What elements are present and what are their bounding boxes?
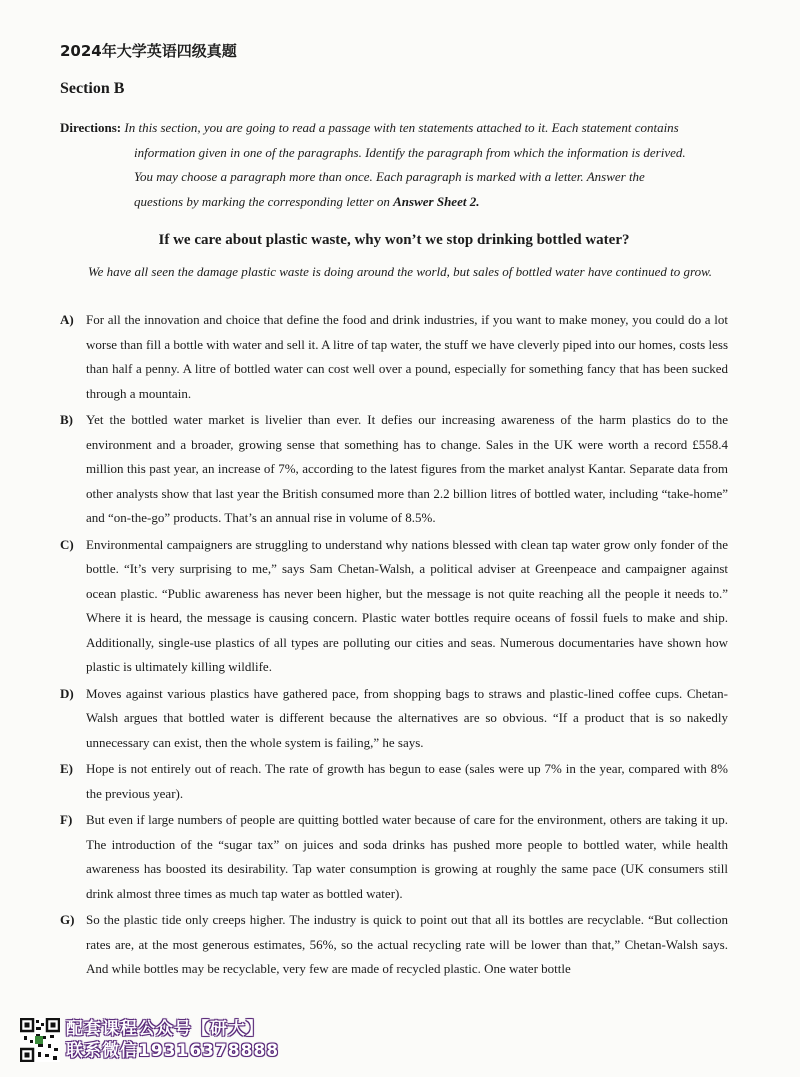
promo-line-2: 联系微信19316378888 — [66, 1041, 280, 1061]
paragraph-letter: G) — [60, 912, 75, 927]
paragraph-d — [60, 682, 728, 756]
paragraph-letter: F) — [60, 812, 73, 827]
directions-block — [60, 116, 728, 214]
paragraph-list — [60, 308, 728, 984]
paragraph-a — [60, 308, 728, 406]
directions-label: Directions: — [60, 120, 122, 135]
directions-line-4: questions by marking the corresponding letter on — [134, 193, 390, 209]
paragraph-text: So the plastic tide only creeps higher. The industry is quick to point out that all its bottles are recyclable. “But collection rates are, at the most generous estimates, 56%, so the actual recycling rate will be lower than that,” Chetan-Walsh says. And while bottles may be recyclable, very few are made of recycled plastic. One water bottle — [86, 912, 728, 976]
promo-footer — [20, 1018, 279, 1062]
paragraph-b — [60, 408, 728, 531]
directions-line-2: information given in one of the paragraphs. Identify the paragraph from which the information is derived. — [134, 144, 686, 160]
qr-code-icon — [20, 1018, 60, 1062]
paragraph-f — [60, 808, 728, 906]
paragraph-e — [60, 757, 728, 806]
paragraph-letter: B) — [60, 412, 73, 427]
paragraph-c — [60, 533, 728, 680]
paragraph-text: Yet the bottled water market is livelier than ever. It defies our increasing awareness of the harm plastics do to the environment and a broader, growing sense that something has to change. Sales in the UK were worth a record £558.4 million this past year, an increase of 7%, according to the latest figures from the market analyst Kantar. Separate data from other analysts show that last year the British consumed more than 2.2 billion litres of bottled water, including “take-home” and “on-the-go” products. That’s an annual rise in volume of 8.5%. — [86, 412, 728, 525]
answer-sheet-ref: Answer Sheet 2. — [393, 193, 480, 209]
section-heading: Section B — [60, 80, 125, 97]
paragraph-text: For all the innovation and choice that define the food and drink industries, if you want to make money, you could do a lot worse than fill a bottle with water and sell it. A litre of tap water, the stuff we have cleverly piped into our homes, costs less than half a penny. A litre of bottled water can cost well over a pound, especially for something fancy that has been sucked through a mountain. — [86, 312, 728, 401]
paragraph-text: But even if large numbers of people are quitting bottled water because of care for the environment, others are taking it up. The introduction of the “sugar tax” on juices and soda drinks has pushed more people to bottled water, while health awareness has boosted its desirability. Tap water consumption is growing at roughly the same pace (UK consumers still drink almost three times as much tap water as bottled water). — [86, 812, 728, 901]
paragraph-g — [60, 908, 728, 982]
directions-line-1: In this section, you are going to read a passage with ten statements attached to it. Each statement contains — [124, 120, 679, 135]
paragraph-text: Environmental campaigners are struggling to understand why nations blessed with clean tap water grow only fonder of the bottle. “It’s very surprising to me,” says Sam Chetan-Walsh, a political adviser at Greenpeace and campaigner against ocean plastic. “Public awareness has never been higher, but the message is not quite reaching all the people it needs to.” Where it is heard, the message is causing concern. Plastic water bottles require oceans of fossil fuels to make and ship. Additionally, single-use plastics of all types are polluting our cities and seas. Numerous documentaries have shown how plastic is ultimately killing wildlife. — [86, 536, 728, 674]
paragraph-letter: A) — [60, 312, 74, 327]
paragraph-text: Moves against various plastics have gathered pace, from shopping bags to straws and plastic-lined coffee cups. Chetan-Walsh argues that bottled water is different because the alternatives are so obvious. “If a product that is so nakedly unnecessary can exist, then the whole system is failing,” he says. — [86, 685, 728, 750]
paragraph-letter: C) — [60, 536, 74, 552]
promo-line-1: 配套课程公众号【研大】 — [66, 1019, 264, 1039]
passage-title: If we care about plastic waste, why won’t we stop drinking bottled water? — [158, 232, 630, 248]
paragraph-letter: E) — [60, 761, 73, 776]
paragraph-text: Hope is not entirely out of reach. The rate of growth has begun to ease (sales were up 7% in the year, compared with 8% the previous year). — [86, 761, 728, 801]
passage-intro: We have all seen the damage plastic waste is doing around the world, but sales of bottled water have continued to grow. — [88, 264, 713, 279]
exam-header: 2024年大学英语四级真题 — [60, 42, 237, 60]
directions-line-3: You may choose a paragraph more than once. Each paragraph is marked with a letter. Answer the — [134, 169, 645, 184]
paragraph-letter: D) — [60, 685, 74, 701]
